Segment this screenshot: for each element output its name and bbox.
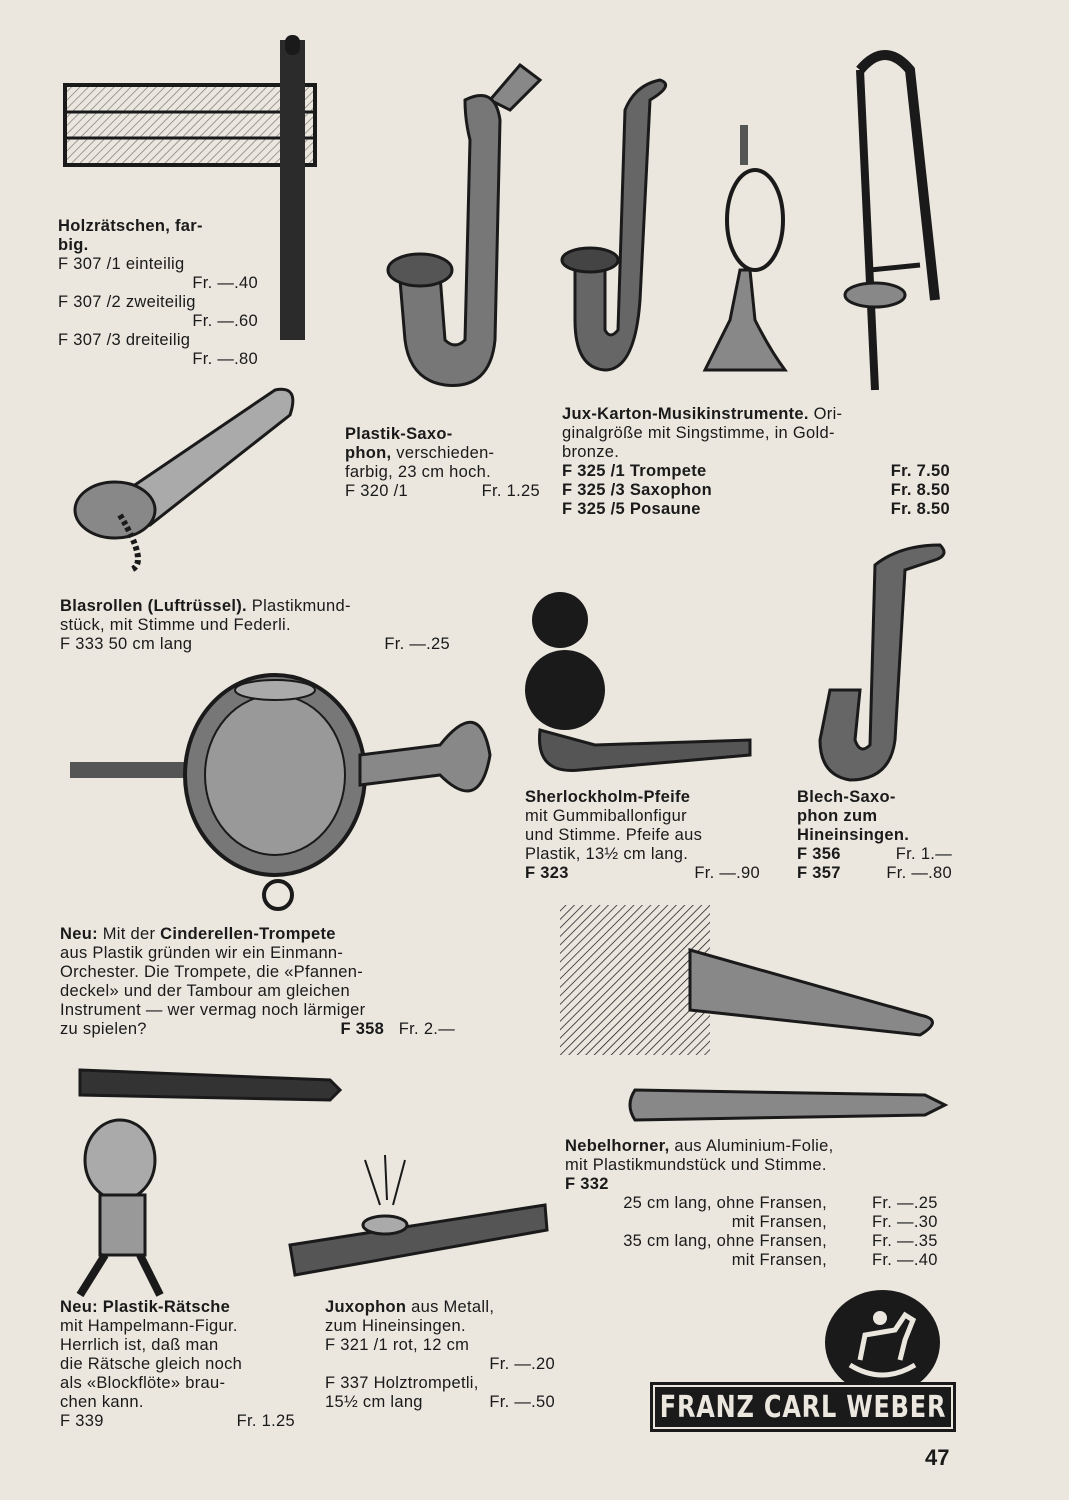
price: Fr. 2.—	[398, 1020, 455, 1038]
variant-desc: mit Fransen,	[731, 1251, 827, 1269]
price: Fr. —.35	[872, 1232, 938, 1250]
price-list	[565, 1194, 952, 1270]
variant-name: Trompete	[629, 462, 707, 480]
product-title-cont: phon zum	[797, 807, 878, 825]
price: Fr. —.20	[489, 1355, 555, 1373]
variant-line: 15½ cm lang	[325, 1393, 423, 1411]
description: deckel» und der Tambour am gleichen	[60, 982, 350, 1000]
product-title: Sherlockholm-Pfeife	[525, 788, 691, 806]
page-number: 47	[925, 1445, 950, 1470]
price-row	[562, 500, 950, 519]
description: Mit der	[97, 925, 161, 943]
price-row	[565, 1232, 952, 1251]
description: mit Plastikmundstück und Stimme.	[565, 1156, 827, 1174]
description: stück, mit Stimme und Federli.	[60, 616, 291, 634]
price: Fr. —.80	[192, 350, 258, 368]
toy-trombone-illustration	[830, 40, 950, 400]
rocking-horse-emblem-icon	[825, 1290, 940, 1395]
price: Fr. —.40	[192, 274, 258, 292]
blowout-whistle-illustration	[60, 375, 310, 575]
product-title: Blech-Saxo-	[797, 788, 896, 806]
price: Fr. —.50	[489, 1393, 555, 1411]
party-horn-plain-illustration	[625, 1075, 955, 1135]
toy-saxophone-illustration	[560, 70, 690, 390]
item-code: F 339	[60, 1412, 104, 1430]
item-code: F 358	[340, 1020, 385, 1038]
description: als «Blockflöte» brau-	[60, 1374, 226, 1392]
toy-trumpet-illustration	[700, 120, 790, 380]
sherlockholm-text	[525, 788, 760, 883]
blech-saxophon-text	[797, 788, 952, 883]
item-code: F 332	[565, 1175, 609, 1193]
party-horn-fringed-illustration	[550, 895, 950, 1065]
product-title-cont: Hineinsingen.	[797, 826, 910, 844]
price: Fr. —.60	[192, 312, 258, 330]
franz-carl-weber-logo	[650, 1290, 950, 1430]
price: Fr. —.80	[886, 864, 952, 882]
description: mit Hampelmann-Figur.	[60, 1317, 238, 1335]
new-label: Neu:	[60, 925, 98, 943]
product-title: Jux-Karton-Musikinstrumente.	[562, 405, 809, 423]
price: Fr. 8.50	[890, 481, 950, 499]
variant-line: F 307 /1 einteilig	[58, 255, 185, 273]
new-label: Neu:	[60, 1298, 98, 1316]
brand-name: FRANZ CARL WEBER	[659, 1389, 947, 1425]
description: chen kann.	[60, 1393, 144, 1411]
description: bronze.	[562, 443, 620, 461]
item-code: F 320 /1	[345, 482, 408, 500]
jux-karton-text	[562, 405, 950, 519]
description: die Rätsche gleich noch	[60, 1355, 243, 1373]
variant-line: F 337 Holztrompetli,	[325, 1374, 479, 1392]
price-row	[565, 1194, 952, 1213]
description: und Stimme. Pfeife aus	[525, 826, 703, 844]
price-list	[562, 462, 950, 519]
tin-saxophone-illustration	[810, 540, 960, 790]
description: zum Hineinsingen.	[325, 1317, 466, 1335]
description: ginalgröße mit Singstimme, in Gold-	[562, 424, 835, 442]
description: aus Plastik gründen wir ein Einmann-	[60, 944, 344, 962]
product-title-cont: phon,	[345, 444, 392, 462]
nebelhorner-text	[565, 1137, 952, 1270]
description: Instrument — wer vermag noch lärmiger	[60, 1001, 366, 1019]
variant-name: Saxophon	[629, 481, 712, 499]
product-title: Blasrollen (Luftrüssel).	[60, 597, 247, 615]
item-code: F 356	[797, 845, 841, 863]
description: Plastikmund-	[246, 597, 351, 615]
sherlock-pipe-illustration	[520, 580, 760, 780]
description: Herrlich ist, daß man	[60, 1336, 219, 1354]
item-code: F 325 /5	[562, 500, 625, 518]
price: Fr. —.25	[872, 1194, 938, 1212]
description: verschieden-	[391, 444, 495, 462]
blasrollen-text	[60, 597, 450, 654]
price-row	[565, 1213, 952, 1232]
description: Orchester. Die Trompete, die «Pfannen-	[60, 963, 364, 981]
juxophon-text	[325, 1298, 555, 1412]
variant-desc: 35 cm lang, ohne Fransen,	[623, 1232, 827, 1250]
price: Fr. 1.25	[236, 1412, 295, 1430]
price-row	[562, 462, 950, 481]
price-row	[562, 481, 950, 500]
price: Fr. —.90	[694, 864, 760, 882]
item-code: F 357	[797, 864, 841, 882]
product-title: Nebelhorner,	[565, 1137, 670, 1155]
plastik-raetsche-text	[60, 1298, 295, 1431]
description: Plastik, 13½ cm lang.	[525, 845, 689, 863]
kazoo-illustration	[285, 1150, 555, 1280]
variant-line: F 321 /1 rot, 12 cm	[325, 1336, 470, 1354]
holzraetschen-text	[58, 217, 258, 369]
variant-line: F 307 /2 zweiteilig	[58, 293, 196, 311]
cinderella-trumpet-illustration	[60, 655, 500, 920]
plastic-saxophone-illustration	[370, 50, 550, 410]
description: zu spielen?	[60, 1020, 147, 1038]
price: Fr. 8.50	[890, 500, 950, 518]
variant-desc: mit Fransen,	[731, 1213, 827, 1231]
price: Fr. 1.25	[481, 482, 540, 500]
price: Fr. —.30	[872, 1213, 938, 1231]
description: farbig, 23 cm hoch.	[345, 463, 492, 481]
product-title: Holzrätschen, far-	[58, 217, 203, 235]
description: Ori-	[808, 405, 843, 423]
brand-banner	[650, 1382, 956, 1432]
item-code: F 323	[525, 864, 569, 882]
item-code: F 333 50 cm lang	[60, 635, 193, 653]
price-row	[565, 1251, 952, 1270]
plastik-saxophon-text	[345, 425, 540, 501]
description: aus Aluminium-Folie,	[669, 1137, 834, 1155]
variant-name: Posaune	[629, 500, 701, 518]
variant-line: F 307 /3 dreiteilig	[58, 331, 191, 349]
product-title: Juxophon	[325, 1298, 407, 1316]
product-title: Plastik-Saxo-	[345, 425, 453, 443]
description: aus Metall,	[406, 1298, 495, 1316]
product-title: Plastik-Rätsche	[97, 1298, 231, 1316]
product-title: Cinderellen-Trompete	[160, 925, 336, 943]
item-code: F 325 /1	[562, 462, 625, 480]
description: mit Gummiballonfigur	[525, 807, 687, 825]
price: Fr. —.25	[384, 635, 450, 653]
product-title-cont: big.	[58, 236, 89, 254]
item-code: F 325 /3	[562, 481, 625, 499]
cinderellen-text	[60, 925, 455, 1039]
price: Fr. —.40	[872, 1251, 938, 1269]
price: Fr. 1.—	[895, 845, 952, 863]
variant-desc: 25 cm lang, ohne Fransen,	[623, 1194, 827, 1212]
price: Fr. 7.50	[890, 462, 950, 480]
